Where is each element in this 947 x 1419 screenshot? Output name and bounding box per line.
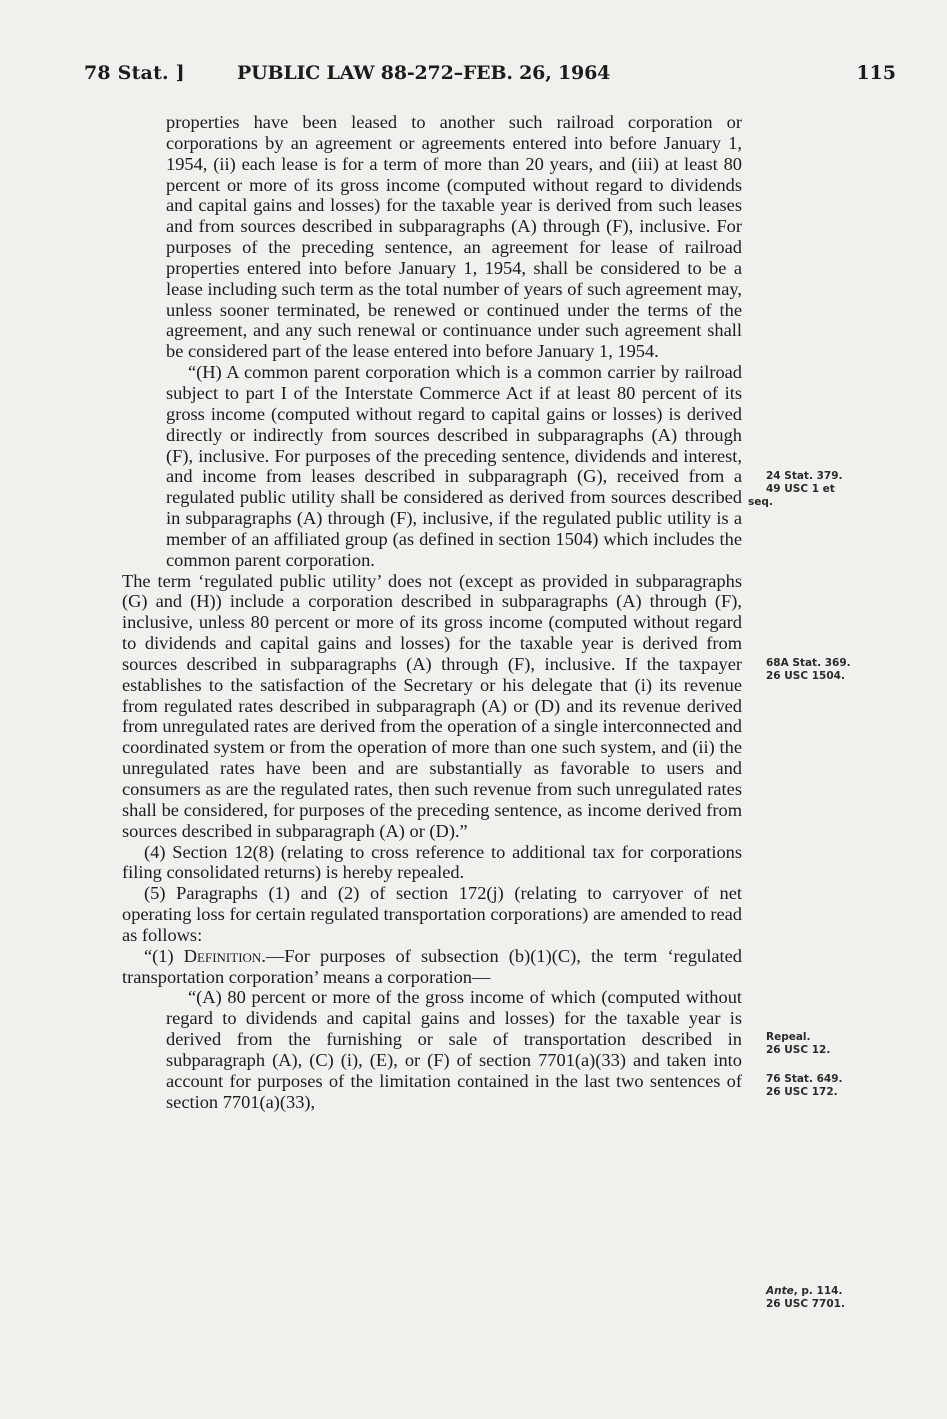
paragraph-section-5: (5) Paragraphs (1) and (2) of section 172(j) (relating to carryover of net operating loss for certain regulated transportation corporations) are amended to read as follows: (122, 883, 742, 945)
margin-note-line (766, 1285, 886, 1298)
margin-note-line: 26 USC 172. (766, 1086, 838, 1098)
margin-note-section-1504 (766, 657, 886, 683)
definition-text: .—For purposes of subsection (b)(1)(C), the term ‘regulated transportation corporation’ means a corporation— (122, 945, 742, 987)
paragraph-regulated-public-utility: The term ‘regulated public utility’ does not (except as provided in subparagraphs (G) and (H)) include a corporation described in subparagraphs (A) through (F), inclusive, unless 80 percent or more of its gross income (computed without regard to dividends and capital gains and losses) for the taxable year is derived from sources described in subparagraphs (A) through (F), inclusive. If the taxpayer establishes to the satisfaction of the Secretary or his delegate that (i) its revenue from regulated rates described in subparagraph (A) or (D) and its revenue derived from unregulated rates are derived from the operation of a single interconnected and coordinated system or from the operation of more than one such system, and (ii) the unregulated rates have been and are substantially as favorable to users and consumers as are the regulated rates, then such revenue from such unregulated rates shall be considered, for purposes of the preceding sentence, as income derived from sources described in subparagraph (A) or (D).” (122, 570, 742, 841)
paragraph-definition (122, 946, 742, 988)
margin-note-section-7701 (766, 1285, 886, 1311)
margin-note-line: 49 USC 1 et (766, 483, 835, 495)
definition-heading: Definition (183, 945, 262, 966)
statute-volume: 78 Stat. ] (84, 62, 185, 84)
margin-note-line: 76 Stat. 649. (766, 1073, 843, 1085)
margin-note-line: 26 USC 1504. (766, 670, 845, 682)
margin-note-line: 26 USC 12. (766, 1044, 831, 1056)
page-number: 115 (856, 62, 896, 84)
running-title: PUBLIC LAW 88-272–FEB. 26, 1964 (237, 62, 611, 84)
margin-note-line: seq. (748, 496, 773, 508)
margin-note-ante: Ante (766, 1285, 794, 1297)
paragraph-continuation: properties have been leased to another such railroad corporation or corporations by an agreement or agreements entered into before January 1, 1954, (ii) each lease is for a term of more than 20 years, and (iii) at least 80 percent or more of its gross income (computed without regard to dividends and capital gains and losses) for the taxable year is derived from such leases and from sources described in subparagraphs (A) through (F), inclusive. For purposes of the preceding sentence, an agreement for lease of railroad properties entered into before January 1, 1954, shall be considered to be a lease including such term as the total number of years of such agreement may, unless sooner terminated, be renewed or continued under the terms of the agreement, and any such renewal or continuance under such agreement shall be considered part of the lease entered into before January 1, 1954. (166, 112, 742, 362)
paragraph-subparagraph-a: “(A) 80 percent or more of the gross income of which (computed without regard to dividends and capital gains and losses) for the taxable year is derived from the furnishing or sale of transportation described in subparagraph (A), (C) (i), (E), or (F) of section 7701(a)(33) and taken into account for purposes of the limitation contained in the last two sentences of section 7701(a)(33), (166, 987, 742, 1112)
margin-note-repeal (766, 1031, 886, 1057)
margin-note-line: 24 Stat. 379. (766, 470, 843, 482)
definition-lead: “(1) (144, 945, 184, 966)
margin-note-line: Repeal. (766, 1031, 811, 1043)
paragraph-subparagraph-h: “(H) A common parent corporation which is a common carrier by railroad subject to part I of the Interstate Commerce Act if at least 80 percent of its gross income (computed without regard to capital gains or losses) is derived directly or indirectly from sources described in subparagraphs (A) through (F), inclusive. For purposes of the preceding sentence, dividends and interest, and income from leases described in subparagraph (G), received from a regulated public utility shall be considered as derived from sources described in subparagraphs (A) through (F), inclusive, if the regulated public utility is a member of an affiliated group (as defined in section 1504) which includes the common parent corporation. (166, 362, 742, 570)
paragraph-section-4: (4) Section 12(8) (relating to cross reference to additional tax for corporations filing consolidated returns) is hereby repealed. (122, 841, 742, 883)
page-header (84, 62, 904, 92)
margin-note-page-ref: , p. 114. (793, 1285, 843, 1297)
body-text (122, 112, 742, 1113)
margin-note-line: 26 USC 7701. (766, 1298, 845, 1310)
margin-note-interstate-commerce (748, 470, 886, 509)
margin-note-line: 68A Stat. 369. (766, 657, 851, 669)
margin-note-section-172 (766, 1073, 886, 1099)
